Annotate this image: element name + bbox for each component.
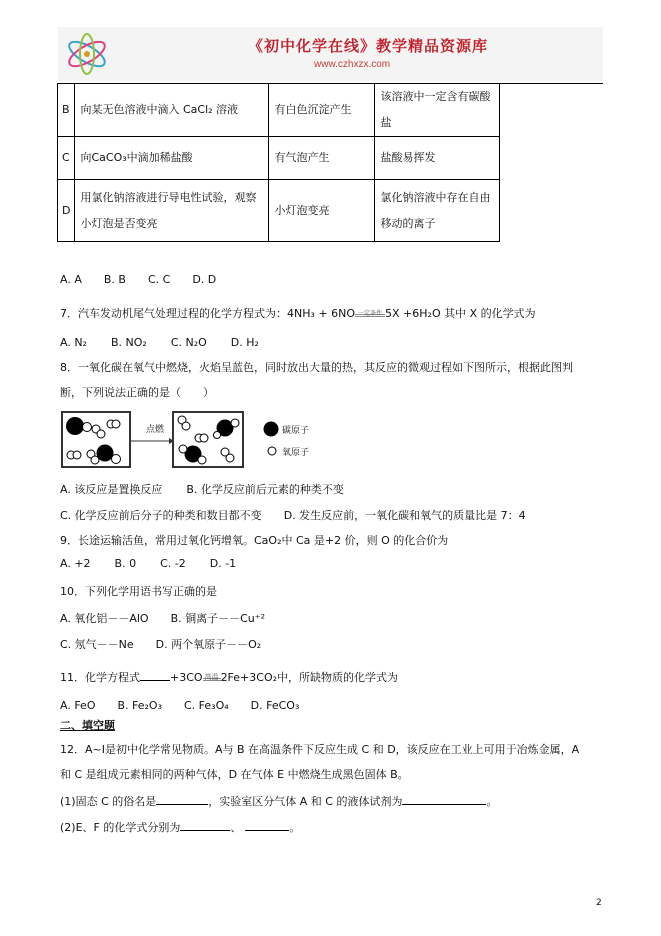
reaction-condition: 高温: [204, 673, 219, 681]
option-c: C. -2: [160, 557, 186, 570]
experiment-table: [57, 83, 500, 242]
q12-part2: [60, 819, 300, 835]
reaction-arrow: [355, 310, 385, 317]
page-header-banner: [58, 27, 603, 81]
q8-options-ab: [60, 481, 344, 497]
q8-stem-line1: 8．一氧化碳在氧气中燃烧，火焰呈蓝色，同时放出大量的热，其反应的微观过程如下图所示，根据此图判: [60, 361, 573, 374]
conclusion-cell: 该溶液中一定含有碳酸盐: [375, 84, 500, 137]
q12-p2-text-c: 。: [289, 821, 301, 834]
option-b: B. 铜离子－－Cu⁺²: [170, 612, 265, 625]
row-letter: B: [58, 84, 75, 137]
q6-options: [60, 273, 216, 286]
table-row: [58, 180, 500, 242]
q12-stem-line2: 和 C 是组成元素相同的两种气体，D 在气体 E 中燃烧生成黑色固体 B。: [60, 768, 409, 781]
option-a: A. A: [60, 273, 82, 286]
option-d: D. FeCO₃: [250, 699, 300, 712]
option-c: C. Fe₃O₄: [184, 699, 229, 712]
option-a: A. 该反应是置换反应: [60, 483, 163, 496]
phenomenon-cell: 小灯泡变亮: [269, 180, 375, 242]
q10-options-cd: [60, 636, 261, 652]
q12-p1-text-b: ，实验室区分气体 A 和 C 的液体试剂为: [208, 795, 403, 808]
q12-p2-text-b: 、: [230, 821, 242, 834]
site-url: www.czhxzx.com: [314, 59, 391, 70]
q10-options-ab: [60, 610, 265, 626]
q12-part1: [60, 793, 497, 809]
q12-stem-line1: 12．A~I是初中化学常见物质。A与 B 在高温条件下反应生成 C 和 D，该反应在工业上可用于冶炼金属，A: [60, 743, 580, 756]
answer-blank[interactable]: [140, 670, 170, 681]
q7-stem-a: 7．汽车发动机尾气处理过程的化学方程式为：4NH₃ + 6NO: [60, 307, 356, 320]
option-d: D. -1: [209, 557, 237, 570]
option-c: C. C: [147, 273, 171, 286]
option-d: D. H₂: [230, 336, 259, 349]
q11-options: [60, 699, 299, 712]
q10-stem: 10．下列化学用语书写正确的是: [60, 585, 217, 598]
q11-stem-b: +3CO: [170, 671, 203, 684]
conclusion-cell: 盐酸易挥发: [375, 137, 500, 180]
operation-cell: 向某无色溶液中滴入 CaCl₂ 溶液: [75, 84, 269, 137]
option-b: B. 0: [114, 557, 137, 570]
option-a: A. 氧化铝－－AlO: [60, 612, 149, 625]
q11-stem-c: 2Fe+3CO₂中，所缺物质的化学式为: [220, 671, 399, 684]
q12-p2-text-a: (2)E、F 的化学式分别为: [60, 821, 181, 834]
reaction-arrow: [203, 673, 221, 681]
option-d: D. 发生反应前，一氧化碳和氧气的质量比是 7：4: [283, 509, 526, 522]
option-a: A. FeO: [60, 699, 96, 712]
q9-options: [60, 557, 236, 570]
legend-carbon-label: 碳原子: [282, 426, 310, 436]
molecule-diagram: [61, 411, 311, 469]
legend-oxygen-label: 氧原子: [282, 448, 310, 458]
q11-stem-a: 11．化学方程式: [60, 671, 140, 684]
row-letter: C: [58, 137, 75, 180]
q7-stem-b: 5X +6H₂O 其中 X 的化学式为: [385, 307, 536, 320]
row-letter: D: [58, 180, 75, 242]
arrow-label: 点燃: [146, 425, 165, 435]
q12-p1-text-c: 。: [486, 795, 498, 808]
answer-blank[interactable]: [156, 794, 208, 805]
answer-blank[interactable]: [180, 820, 230, 831]
phenomenon-cell: 有白色沉淀产生: [269, 84, 375, 137]
answer-blank[interactable]: [245, 820, 289, 831]
q7-stem: [60, 305, 536, 321]
table-row: [58, 84, 500, 137]
q11-stem: [60, 669, 398, 685]
conclusion-cell: 氯化钠溶液中存在自由移动的离子: [375, 180, 500, 242]
q9-stem: 9．长途运输活鱼，常用过氧化钙增氧。CaO₂中 Ca 是+2 价，则 O 的化合价为: [60, 534, 449, 547]
option-b: B. NO₂: [110, 336, 147, 349]
section-title: 二、填空题: [60, 719, 115, 732]
option-c: C. 氖气－－Ne: [60, 638, 134, 651]
site-title: 《初中化学在线》教学精品资源库: [248, 37, 489, 55]
operation-cell: 向CaCO₃中滴加稀盐酸: [75, 137, 269, 180]
option-b: B. 化学反应前后元素的种类不变: [186, 483, 344, 496]
logo-atom-icon: [64, 31, 110, 77]
option-a: A. +2: [60, 557, 91, 570]
q8-options-cd: [60, 507, 526, 523]
q8-stem-line2: 断，下列说法正确的是（ ）: [60, 386, 214, 399]
option-a: A. N₂: [60, 336, 87, 349]
q7-options: [60, 336, 259, 349]
option-d: D. 两个氧原子－－O₂: [155, 638, 262, 651]
option-b: B. B: [103, 273, 126, 286]
option-b: B. Fe₂O₃: [117, 699, 162, 712]
option-c: C. 化学反应前后分子的种类和数目都不变: [60, 509, 262, 522]
table-row: [58, 137, 500, 180]
q12-p1-text-a: (1)固态 C 的俗名是: [60, 795, 157, 808]
operation-cell: 用氯化钠溶液进行导电性试验，观察小灯泡是否变亮: [75, 180, 269, 242]
page-number: 2: [596, 898, 602, 908]
reaction-condition: 一定条件: [358, 310, 383, 317]
phenomenon-cell: 有气泡产生: [269, 137, 375, 180]
answer-blank[interactable]: [402, 794, 486, 805]
option-d: D. D: [192, 273, 217, 286]
option-c: C. N₂O: [170, 336, 207, 349]
